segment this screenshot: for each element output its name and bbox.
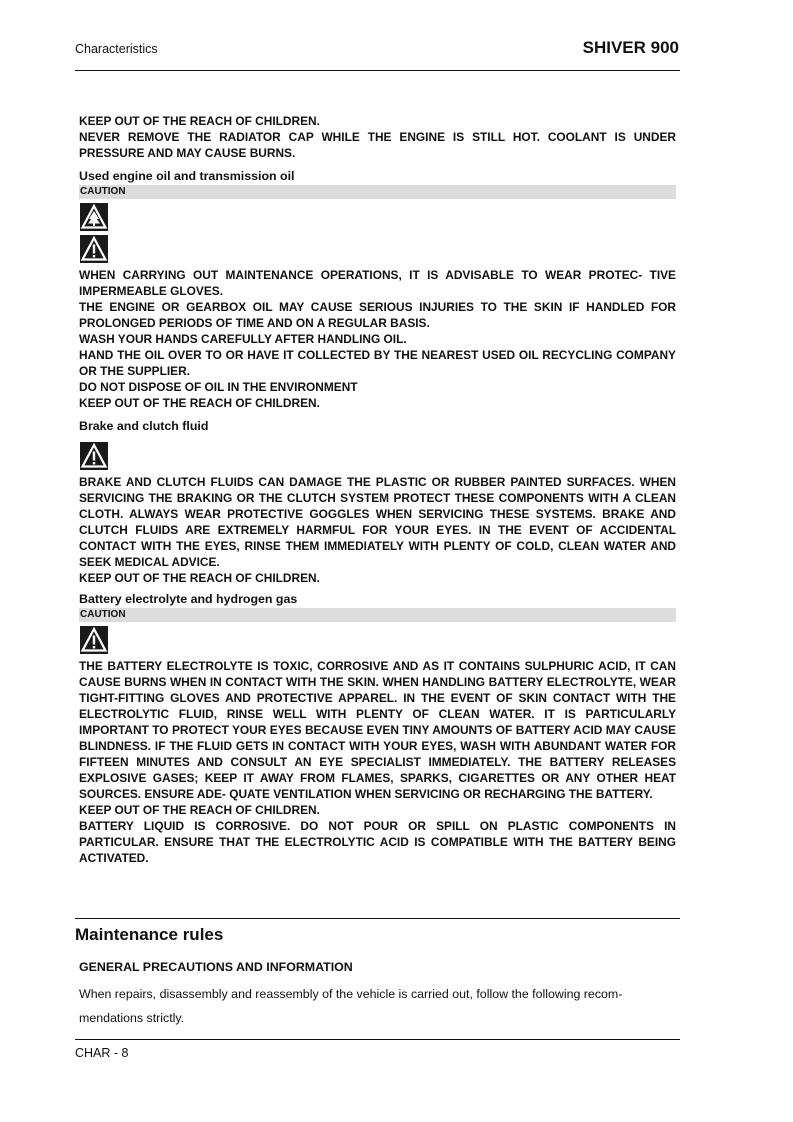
- brake-section-title: Brake and clutch fluid: [79, 419, 209, 433]
- header-section-title: Characteristics: [75, 42, 158, 56]
- maintenance-text: When repairs, disassembly and reassembly of the vehicle is carried out, follow the following recom- mendations strictly.: [79, 987, 623, 1025]
- battery-line: BATTERY LIQUID IS CORROSIVE. DO NOT POUR OR SPILL ON PLASTIC COMPONENTS IN PARTICULAR. ENSURE THAT THE ELECTROLYTIC ACID IS COMPATIBLE WITH THE BATTERY BEING ACTIVATED.: [79, 819, 676, 865]
- brake-line: KEEP OUT OF THE REACH OF CHILDREN.: [79, 571, 320, 585]
- footer-rule: [75, 1039, 680, 1040]
- maintenance-subtitle: GENERAL PRECAUTIONS AND INFORMATION: [79, 960, 353, 974]
- oil-line: WASH YOUR HANDS CAREFULLY AFTER HANDLING OIL.: [79, 332, 407, 346]
- oil-warning-text: [79, 267, 676, 411]
- brake-warning-text: [79, 474, 676, 586]
- environment-warning-icon: [80, 203, 108, 231]
- header-rule: [75, 70, 680, 71]
- warning-icon: [80, 442, 108, 470]
- caution-bar: CAUTION: [79, 185, 676, 199]
- header-model-title: SHIVER 900: [582, 38, 679, 57]
- battery-warning-text: [79, 658, 676, 866]
- oil-section-title: Used engine oil and transmission oil: [79, 169, 295, 183]
- oil-line: HAND THE OIL OVER TO OR HAVE IT COLLECTED BY THE NEAREST USED OIL RECYCLING COMPANY OR THE SUPPLIER.: [79, 348, 676, 378]
- coolant-line: KEEP OUT OF THE REACH OF CHILDREN.: [79, 114, 320, 128]
- oil-line: DO NOT DISPOSE OF OIL IN THE ENVIRONMENT: [79, 380, 358, 394]
- battery-line: THE BATTERY ELECTROLYTE IS TOXIC, CORROSIVE AND AS IT CONTAINS SULPHURIC ACID, IT CAN CAUSE BURNS WHEN IN CONTACT WITH THE SKIN. WHEN HANDLING BATTERY ELECTROLYTE, WEAR TIGHT-FITTING GLOVES AND PROTECTIVE APPAREL. IN THE EVENT OF SKIN CONTACT WITH THE ELECTROLYTIC FLUID, RINSE WELL WITH PLENTY OF CLEAN WATER. IT IS PARTICULARLY IMPORTANT TO PROTECT YOUR EYES BECAUSE EVEN TINY AMOUNTS OF BATTERY ACID MAY CAUSE BLINDNESS. IF THE FLUID GETS IN CONTACT WITH YOUR EYES, WASH WITH ABUNDANT WATER FOR FIFTEEN MINUTES AND CONSULT AN EYE SPECIALIST IMMEDIATELY. THE BATTERY RELEASES EXPLOSIVE GASES; KEEP IT AWAY FROM FLAMES, SPARKS, CIGARETTES OR ANY OTHER HEAT SOURCES. ENSURE ADE- QUATE VENTILATION WHEN SERVICING OR RECHARGING THE BATTERY.: [79, 659, 676, 801]
- battery-section-title: Battery electrolyte and hydrogen gas: [79, 592, 298, 606]
- content-column: [79, 113, 676, 866]
- coolant-line: NEVER REMOVE THE RADIATOR CAP WHILE THE ENGINE IS STILL HOT. COOLANT IS UNDER PRESSURE AND MAY CAUSE BURNS.: [79, 130, 676, 160]
- oil-line: WHEN CARRYING OUT MAINTENANCE OPERATIONS, IT IS ADVISABLE TO WEAR PROTEC- TIVE IMPERMEABLE GLOVES.: [79, 268, 676, 298]
- maintenance-title: Maintenance rules: [75, 925, 224, 944]
- oil-line: THE ENGINE OR GEARBOX OIL MAY CAUSE SERIOUS INJURIES TO THE SKIN IF HANDLED FOR PROLONGED PERIODS OF TIME AND ON A REGULAR BASIS.: [79, 300, 676, 330]
- battery-line: KEEP OUT OF THE REACH OF CHILDREN.: [79, 803, 320, 817]
- caution-bar: CAUTION: [79, 608, 676, 622]
- brake-line: BRAKE AND CLUTCH FLUIDS CAN DAMAGE THE PLASTIC OR RUBBER PAINTED SURFACES. WHEN SERVICING THE BRAKING OR THE CLUTCH SYSTEM PROTECT THESE COMPONENTS WITH A CLEAN CLOTH. ALWAYS WEAR PROTECTIVE GOGGLES WHEN SERVICING THESE SYSTEMS. BRAKE AND CLUTCH FLUIDS ARE EXTREMELY HARMFUL FOR YOUR EYES. IN THE EVENT OF ACCIDENTAL CONTACT WITH THE EYES, RINSE THEM IMMEDIATELY WITH PLENTY OF COLD, CLEAN WATER AND SEEK MEDICAL ADVICE.: [79, 475, 676, 569]
- coolant-warning-text: [79, 113, 676, 161]
- page-number: CHAR - 8: [75, 1046, 129, 1060]
- oil-line: KEEP OUT OF THE REACH OF CHILDREN.: [79, 396, 320, 410]
- warning-icon: [80, 626, 108, 654]
- section-rule: [75, 918, 680, 919]
- warning-icon: [80, 235, 108, 263]
